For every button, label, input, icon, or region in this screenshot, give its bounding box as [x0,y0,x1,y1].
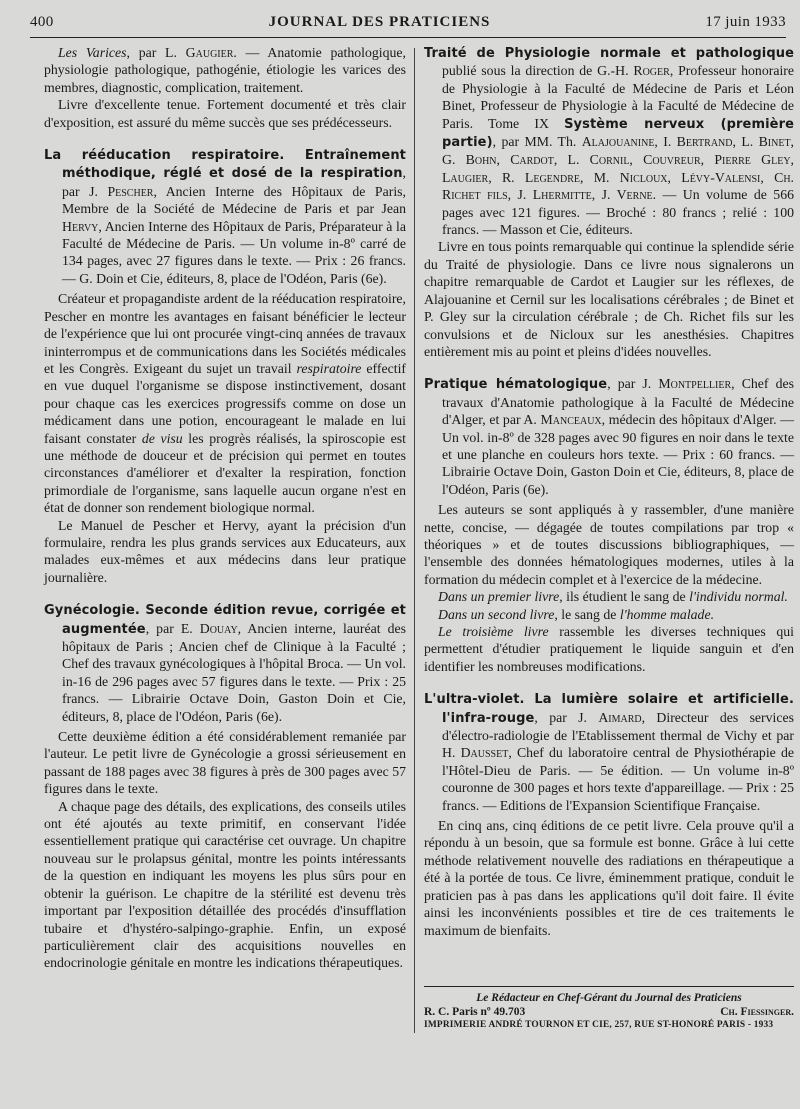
book-title: Pratique hématologique [424,377,608,393]
author-list: Alajouanine, I. Bertrand, L. Binet, G. Bohn, Cardot, L. Cornil, Couvreur, Pierre Gley, Laugier, R. Legendre, M. Nicloux, Lévy-Valensi, Ch. Richet fils, J. Lhermitte, J. Verne [442,134,794,203]
review-text: Le troisième livre rassemble les diverses techniques qui permettent d'étudier pratiquement le liquide sanguin et d'en identifier les nombreuses modifications. [424,624,794,674]
author-name: Dausset [460,745,509,761]
author-name: Roger [633,63,670,79]
header-rule [30,37,786,38]
author-name: Hervy [62,218,99,234]
journal-title: JOURNAL DES PRATICIENS [268,14,491,30]
book-title: Gynécologie. Seconde édition revue, corrigée et augmentée [44,603,406,637]
author-name: Manceaux [540,412,602,428]
issue-date: 17 juin 1933 [705,14,786,30]
page-number: 400 [30,14,54,30]
review-reeducation: La rééducation respiratoire. Entraînement méthodique, réglé et dosé de la respiration, par J. Pescher, Ancien Interne des Hôpitaux de Paris, Membre de la Société de Médecine de Paris et par Jean Hervy, Ancien Interne des Hôpitaux de Paris, Préparateur à la Faculté de Médecine de Paris. — Un volume in-8º carré de 134 pages, avec 27 figures dans le texte. — Prix : 26 francs. — G. Doin et Cie, éditeurs, 8, place de l'Odéon, Paris (6e). Créateur et propagandiste ardent de la rééducation respiratoire, Pescher en montre les avantages en faisant bénéficier le lecteur de l'expérience que lui ont procurée vingt-cinq années de travaux ininterrompus et de communications dans les Sociétés médicales et les Congrès. Exigeant du sujet un travail respiratoire effectif en vue duquel l'organisme se dispose instinctivement, dosant pour chaque cas les exercices progressifs comme on dose un médicament dans une potion, encourageant le malade en lui faisant constater de visu les progrès réalisés, la spiroscopie est une méthode de douceur et de précision qui permet en toutes circonstances d'améliorer et d'exalter la respiration, fonction primordiale de l'organisme, sans laquelle aucun organe n'est en état de donner son rendement biologique normal. Le Manuel de Pescher et Hervy, ayant la précision d'un formulaire, rendra les plus grands services aux Educateurs, aux malades eux-mêmes et aux médecins dans leur pratique journalière. [44,148,406,585]
review-text: Livre en tous points remarquable qui continue la splendide série du Traité de physiologie. Dans ce livre nous signalerons un chapitre remarquable de Cardot et Laugier sur les réflexes, de Alajouanine et Cernil sur les localisations cérébrales ; de Binet et P. Gley sur la circulation cérébrale ; de Ch. Richet fils sur les convulsions et de Nicloux sur les anesthésies. Chapitres entièrement mis au point et pleins d'idées nouvelles. [424,239,794,359]
book-title: L'ultra-violet. La lumière solaire et artificielle. l'infra-rouge [424,692,794,726]
review-gynecologie: Gynécologie. Seconde édition revue, corrigée et augmentée, par E. Douay, Ancien interne, lauréat des hôpitaux de Paris ; Ancien chef de Clinique à la Faculté ; Chef des travaux gynécologiques à l'hôpital Broca. — Un vol. in-16 de 296 pages avec 57 figures dans le texte. — Prix : 25 francs. — Librairie Octave Doin, Gaston Doin et Cie, éditeurs, 8, place de l'Odéon, Paris (6e). Cette deuxième édition a été considérablement remaniée par l'auteur. Le petit livre de Gynécologie a grossi sérieusement en passant de 188 pages avec 38 figures à près de 300 pages avec 57 figures dans le texte. A chaque page des détails, des explications, des conseils utiles ont été ajoutés au texte primitif, en conservant l'idée essentiellement pratique qui caractérise cet ouvrage. Un chapitre nouveau sur le prolapsus génital, montre les points intéressants de la question en indiquant les moyens les plus sûrs pour en obtenir la guérison. Le chapitre de la stérilité est devenu très important par l'exposition détaillée des procédés d'insufflation tubaire et d'hystéro-salpingo-graphie. Enfin, un exposé particulièrement clair des acquisitions nouvelles en endocrinologie génitale en montre les indications thérapeutiques. [44,603,406,971]
review-hematologique: Pratique hématologique, par J. Montpellier, Chef des travaux d'Anatomie pathologique à la Faculté de Médecine d'Alger, et par A. Manceaux, médecin des hôpitaux d'Alger. — Un vol. in-8º de 328 pages avec 90 figures en noir dans le texte et une planche en couleurs hors texte. — Prix : 60 francs. — Librairie Octave Doin, Gaston Doin et Cie, éditeurs, 8, place de l'Odéon, Paris (6e). Les auteurs se sont appliqués à y rassembler, d'une manière nette, concise, — dégagée de toutes compilations par trop « théoriques » et de toutes discussions bibliographiques, — l'ensemble des données hématologiques modernes, utiles à la formation du médecin complet et à l'exercice de la médecine. Dans un premier livre, ils étudient le sang de l'individu normal. Dans un second livre, le sang de l'homme malade. Le troisième livre rassemble les diverses techniques qui permettent d'étudier pratiquement le liquide sanguin et d'en identifier les nombreuses modifications. [424,376,795,674]
review-text: Livre d'excellente tenue. Fortement documenté et très clair d'exposition, est assuré du même succès que ses prédécesseurs. [44,97,406,130]
editor-footer [424,986,794,1019]
review-physiologie: Traité de Physiologie normale et pathologique publié sous la direction de G.-H. Roger, Professeur honoraire de Physiologie à la Faculté de Médecine de Paris et Léon Binet, Professeur de Physiologie à la Faculté de Médecine de Paris. Tome IX Système nerveux (première partie), par MM. Th. Alajouanine, I. Bertrand, L. Binet, G. Bohn, Cardot, L. Cornil, Couvreur, Pierre Gley, Laugier, R. Legendre, M. Nicloux, Lévy-Valensi, Ch. Richet fils, J. Lhermitte, J. Verne. — Un volume de 566 pages avec 121 figures. — Broché : 80 francs ; relié : 100 francs. — Masson et Cie, éditeurs. Livre en tous points remarquable qui continue la splendide série du Traité de physiologie. Dans ce livre nous signalerons un chapitre remarquable de Cardot et Laugier sur les réflexes, de Alajouanine et Cernil sur les localisations cérébrales ; de Binet et P. Gley sur la circulation cérébrale ; de Ch. Richet fils sur les convulsions et de Nicloux sur les anesthésies. Chapitres entièrement mis au point et pleins d'idées nouvelles. [424,46,795,359]
printer-imprint: IMPRIMERIE ANDRÉ TOURNON ET CIE, 257, RUE ST-HONORÉ PARIS - 1933 [424,1020,774,1030]
review-ultraviolet: L'ultra-violet. La lumière solaire et artificielle. l'infra-rouge, par J. Aimard, Directeur des services d'électro-radiologie de l'Etablissement thermal de Vichy et par H. Dausset, Chef du laboratoire central de Physiothérapie de l'Hôtel-Dieu de Paris. — 5e édition. — Un volume in-8º couronne de 300 pages et hors texte d'appareillage. — Prix : 25 francs. — Editions de l'Expansion Scientifique Française. En cinq ans, cinq éditions de ce petit livre. Cela prouve qu'il a répondu à un besoin, que sa formule est bonne. Grâce à lui cette méthode relativement nouvelle des radiations en thérapeutique a été à la portée de tous. Ce livre, éminemment pratique, conduit le praticien pas à pas dans les applications qu'il doit faire. Il évite ainsi les inconvénients possibles et tire de ces traitements le maximum de bienfaits. [424,692,795,938]
registration-row [424,1005,794,1019]
book-title: La rééducation respiratoire. Entraînement méthodique, réglé et dosé de la respiration [44,148,406,182]
registration-number: R. C. Paris nº 49.703 [424,1006,526,1018]
author-name: Aimard [598,709,642,725]
author-name: Pescher [107,183,154,199]
review-text: A chaque page des détails, des explications, des conseils utiles ont été ajoutés au texte primitif, en conservant l'idée essentiellement pratique qui caractérise cet ouvrage. Un chapitre nouveau sur le prolapsus génital, montre les points intéressants de la question en indiquant les moyens les plus sûrs pour en obtenir la guérison. Le chapitre de la stérilité est devenu très important par l'exposition détaillée des procédés d'insufflation tubaire et d'hystéro-salpingo-graphie. Enfin, un exposé particulièrement clair des acquisitions nouvelles en endocrinologie génitale en montre les indications thérapeutiques. [44,798,406,971]
book-description: , Ancien Interne des Hôpitaux de Paris, Préparateur à la Faculté de Médecine de Paris. — Un volume in-8º carré de 134 pages, avec 27 figures dans le texte. — Prix : 26 francs. — G. Doin et Cie, éditeurs, 8, place de l'Odéon, Paris (6e). [62,218,406,286]
author-name: Gaugier [185,45,234,60]
editor-signature: Ch. Fiessinger. [720,1006,794,1018]
review-varices: Les Varices, par L. Gaugier. — Anatomie pathologique, physiologie pathologique, pathogénie, étiologie les varices des membres, diagnostic, complication, traitement. Livre d'excellente tenue. Fortement documenté et très clair d'exposition, est assuré du même succès que ses prédécesseurs. [44,45,406,130]
author-name: Montpellier [658,376,732,392]
page-header [30,14,786,36]
footer-rule [424,986,794,987]
review-text: Dans un second livre, le sang de l'homme malade. [438,606,715,622]
review-text: Cette deuxième édition a été considérablement remaniée par l'auteur. Le petit livre de Gynécologie a grossi sérieusement en passant de 188 pages avec 38 figures à près de 300 pages avec 57 figures dans le texte. [44,729,406,797]
editor-line: Le Rédacteur en Chef-Gérant du Journal des Praticiens [476,992,742,1004]
book-title: Les Varices [58,45,127,60]
author-name: Douay [199,620,238,636]
book-title: Traité de Physiologie normale et pathologique [424,46,794,61]
book-description: , Chef du laboratoire central de Physiothérapie de l'Hôtel-Dieu de Paris. — 5e édition. — Un volume in-8º couronne de 300 pages et hors texte d'appareillage. — Prix : 25 francs. — Editions de l'Expansion Scientifique Française. [442,745,794,813]
book-description: , médecin des hôpitaux d'Alger. — Un vol. in-8º de 328 pages avec 90 figures en noir dans le texte et une planche en couleurs hors texte. — Prix : 60 francs. — Librairie Octave Doin, Gaston Doin et Cie, éditeurs, 8, place de l'Odéon, Paris (6e). [442,412,795,497]
review-text: Créateur et propagandiste ardent de la rééducation respiratoire, Pescher en montre les avantages en faisant bénéficier le lecteur de l'expérience que lui ont procurée vingt-cinq années de travaux ininterrompus et de communications dans les Sociétés médicales et les Congrès. Exigeant du sujet un travail respiratoire effectif en vue duquel l'organisme se dispose instinctivement, dosant pour chaque cas les exercices progressifs comme on dose un médicament dans une potion, encourageant le malade en lui faisant constater de visu les progrès réalisés, la spiroscopie est une méthode de douceur et de précision qui permet en toutes circonstances d'améliorer et d'exalter la respiration, fonction primordiale de l'organisme, sans laquelle aucun organe n'est en état de donner son rendement biologique normal. [44,291,406,516]
book-description: , Ancien interne, lauréat des hôpitaux de Paris ; Ancien chef de Clinique à la Faculté ; Chef des travaux gynécologiques à l'hôpital Broca. — Un vol. in-16 de 296 pages avec 57 figures dans le texte. — Prix : 25 francs. — Librairie Octave Doin, Gaston Doin et Cie, éditeurs, 8, place de l'Odéon, Paris (6e). [62,620,406,724]
book-description: . — Anatomie pathologique, physiologie pathologique, pathogénie, étiologie les varices des membres, diagnostic, complication, traitement. [44,45,406,95]
review-text: Dans un premier livre, ils étudient le sang de l'individu normal. [438,589,788,605]
right-column [424,44,794,939]
left-column [44,44,406,972]
review-text: Les auteurs se sont appliqués à y rassembler, d'une manière nette, concise, — dégagée de toutes compilations par trop « théoriques » et de toutes discussions bibliographiques, — l'ensemble des données hématologiques modernes, utiles à la formation du médecin complet et à l'exercice de la médecine. [424,502,794,587]
book-description: . — Un volume de 566 pages avec 121 figures. — Broché : 80 francs ; relié : 100 francs. — Masson et Cie, éditeurs. [442,187,794,238]
review-text: Le Manuel de Pescher et Hervy, ayant la précision d'un formulaire, rendra les plus grands services aux Educateurs, aux malades eux-mêmes et aux médecins dans leur pratique journalière. [44,517,406,585]
book-subtitle: Système nerveux (première partie) [442,116,794,151]
review-text: En cinq ans, cinq éditions de ce petit livre. Cela prouve qu'il a répondu à un besoin, que sa formule est bonne. Grâce à lui cette méthode relativement nouvelle des radiations en thérapeutique a été à la portée de tous. Ce livre, éminemment pratique, conduit le praticien pas à pas dans les applications qu'il doit faire. Il évite ainsi les inconvénients possibles et tire de ces traitements le maximum de bienfaits. [424,818,794,938]
column-divider [414,48,415,1033]
